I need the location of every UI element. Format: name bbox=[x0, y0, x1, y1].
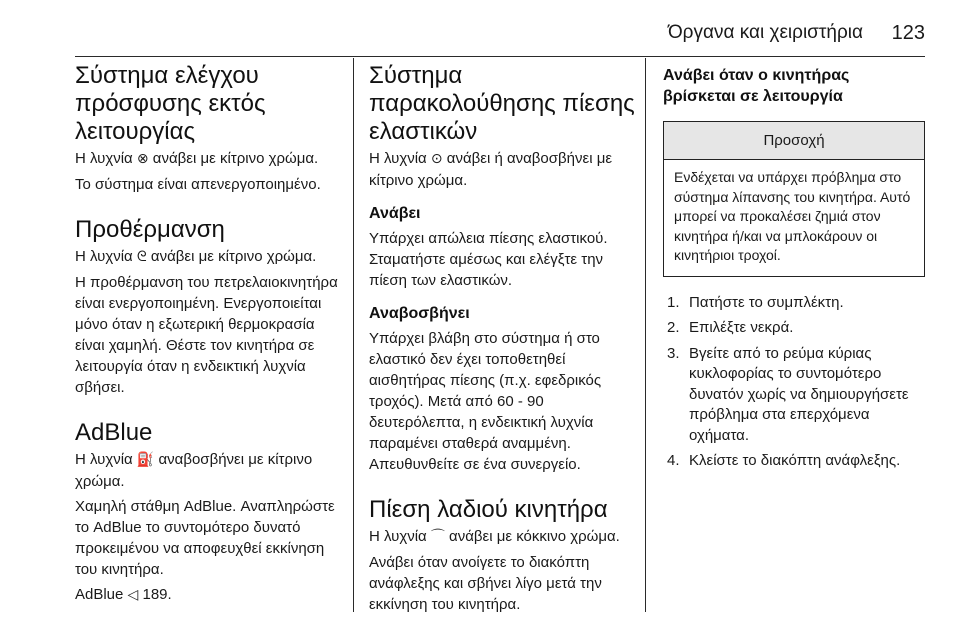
column-divider-left bbox=[353, 58, 354, 612]
list-item: 2. Επιλέξτε νεκρά. bbox=[667, 319, 794, 336]
adblue-paragraph: Η λυχνία ⛽ αναβοσβήνει με κίτρινο χρώμα. bbox=[75, 451, 313, 490]
oil-pressure-heading: Πίεση λαδιού κινητήρα bbox=[369, 496, 608, 523]
preheating-description: Η προθέρμανση του πετρελαιοκινητήρα είναι ενεργοποιημένη. Ενεργοποιείται μόνο όταν η εξωτερική θερμοκρασία είναι χαμηλή. Θέστε τον κινητήρα σε λειτουργία όταν η ενδεικτική λυχνία σβήσει. bbox=[75, 274, 338, 396]
oil-pressure-paragraph: Η λυχνία ⌒ ανάβει με κόκκινο χρώμα. bbox=[369, 528, 620, 545]
adblue-heading: AdBlue bbox=[75, 419, 153, 446]
procedure-steps bbox=[663, 293, 925, 472]
caution-text: Ενδέχεται να υπάρχει πρόβλημα στο σύστημα λίπανσης του κινητήρα. Αυτό μπορεί να προκαλέσει ζημιά στον κινητήρα ή/και να μπλοκάρουν οι κινητήριοι τροχοί. bbox=[674, 169, 911, 263]
preheating-paragraph: Η λυχνία ᘓ ανάβει με κίτρινο χρώμα. bbox=[75, 248, 317, 265]
caution-label: Προσοχή bbox=[664, 122, 924, 160]
lights-up-subheading: Ανάβει bbox=[369, 205, 421, 222]
page-reference-icon: ◁ bbox=[127, 587, 139, 603]
traction-control-status: Το σύστημα είναι απενεργοποιημένο. bbox=[75, 176, 321, 193]
adblue-description: Χαμηλή στάθμη AdBlue. Αναπληρώστε το AdBlue το συντομότερο δυνατό προκειμένου να αποφευχθεί εκκίνηση του κινητήρα. bbox=[75, 498, 335, 578]
right-column bbox=[663, 62, 925, 472]
caution-box bbox=[663, 121, 925, 277]
adblue-icon: ⛽ bbox=[136, 452, 155, 468]
oil-can-icon: ⌒ bbox=[430, 529, 445, 545]
adblue-page-reference[interactable]: AdBlue ◁ 189. bbox=[75, 586, 172, 603]
preheat-coil-icon: ᘓ bbox=[136, 249, 147, 265]
traction-control-icon: ⊗ bbox=[136, 151, 149, 167]
column-divider-right bbox=[645, 58, 646, 612]
list-item: 3. Βγείτε από το ρεύμα κύριας κυκλοφορίας το συντομότερο δυνατόν χωρίς να δημιουργήσετε πρόβλημα στα επερχόμενα οχήματα. bbox=[667, 344, 909, 444]
page-number: 123 bbox=[891, 22, 925, 44]
tyre-pressure-paragraph: Η λυχνία ⊙ ανάβει ή αναβοσβήνει με κίτρινο χρώμα. bbox=[369, 150, 613, 189]
running-head bbox=[640, 22, 925, 48]
tyre-pressure-heading: Σύστημα παρακολούθησης πίεσης ελαστικών bbox=[369, 62, 635, 145]
oil-pressure-description: Ανάβει όταν ανοίγετε το διακόπτη ανάφλεξης και σβήνει λίγο μετά την εκκίνηση του κινητήρα. bbox=[369, 554, 602, 613]
list-item: 4. Κλείστε το διακόπτη ανάφλεξης. bbox=[667, 452, 901, 469]
list-item: 1. Πατήστε το συμπλέκτη. bbox=[667, 293, 844, 311]
engine-running-heading: Ανάβει όταν ο κινητήρας βρίσκεται σε λειτουργία bbox=[663, 67, 850, 105]
flashes-text: Υπάρχει βλάβη στο σύστημα ή στο ελαστικό δεν έχει τοποθετηθεί αισθητήρας πίεσης (π.χ. εφεδρικός τροχός). Μετά από 60 - 90 δευτερόλεπτα, η ενδεικτική λυχνία παραμένει σταθερά αναμμένη. Απευθυνθείτε σε ένα συνεργείο. bbox=[369, 330, 602, 473]
left-column bbox=[75, 62, 345, 606]
tyre-pressure-icon: ⊙ bbox=[430, 151, 443, 167]
traction-control-paragraph: Η λυχνία ⊗ ανάβει με κίτρινο χρώμα. bbox=[75, 150, 319, 167]
chapter-title: Όργανα και χειριστήρια bbox=[667, 22, 863, 43]
lights-up-text: Υπάρχει απώλεια πίεσης ελαστικού. Σταματήστε αμέσως και ελέγξτε την πίεση των ελαστικών. bbox=[369, 230, 608, 289]
header-rule bbox=[75, 56, 925, 57]
traction-control-off-heading: Σύστημα ελέγχου πρόσφυσης εκτός λειτουργίας bbox=[75, 62, 266, 145]
flashes-subheading: Αναβοσβήνει bbox=[369, 305, 470, 322]
middle-column bbox=[369, 62, 637, 615]
preheating-heading: Προθέρμανση bbox=[75, 216, 225, 243]
